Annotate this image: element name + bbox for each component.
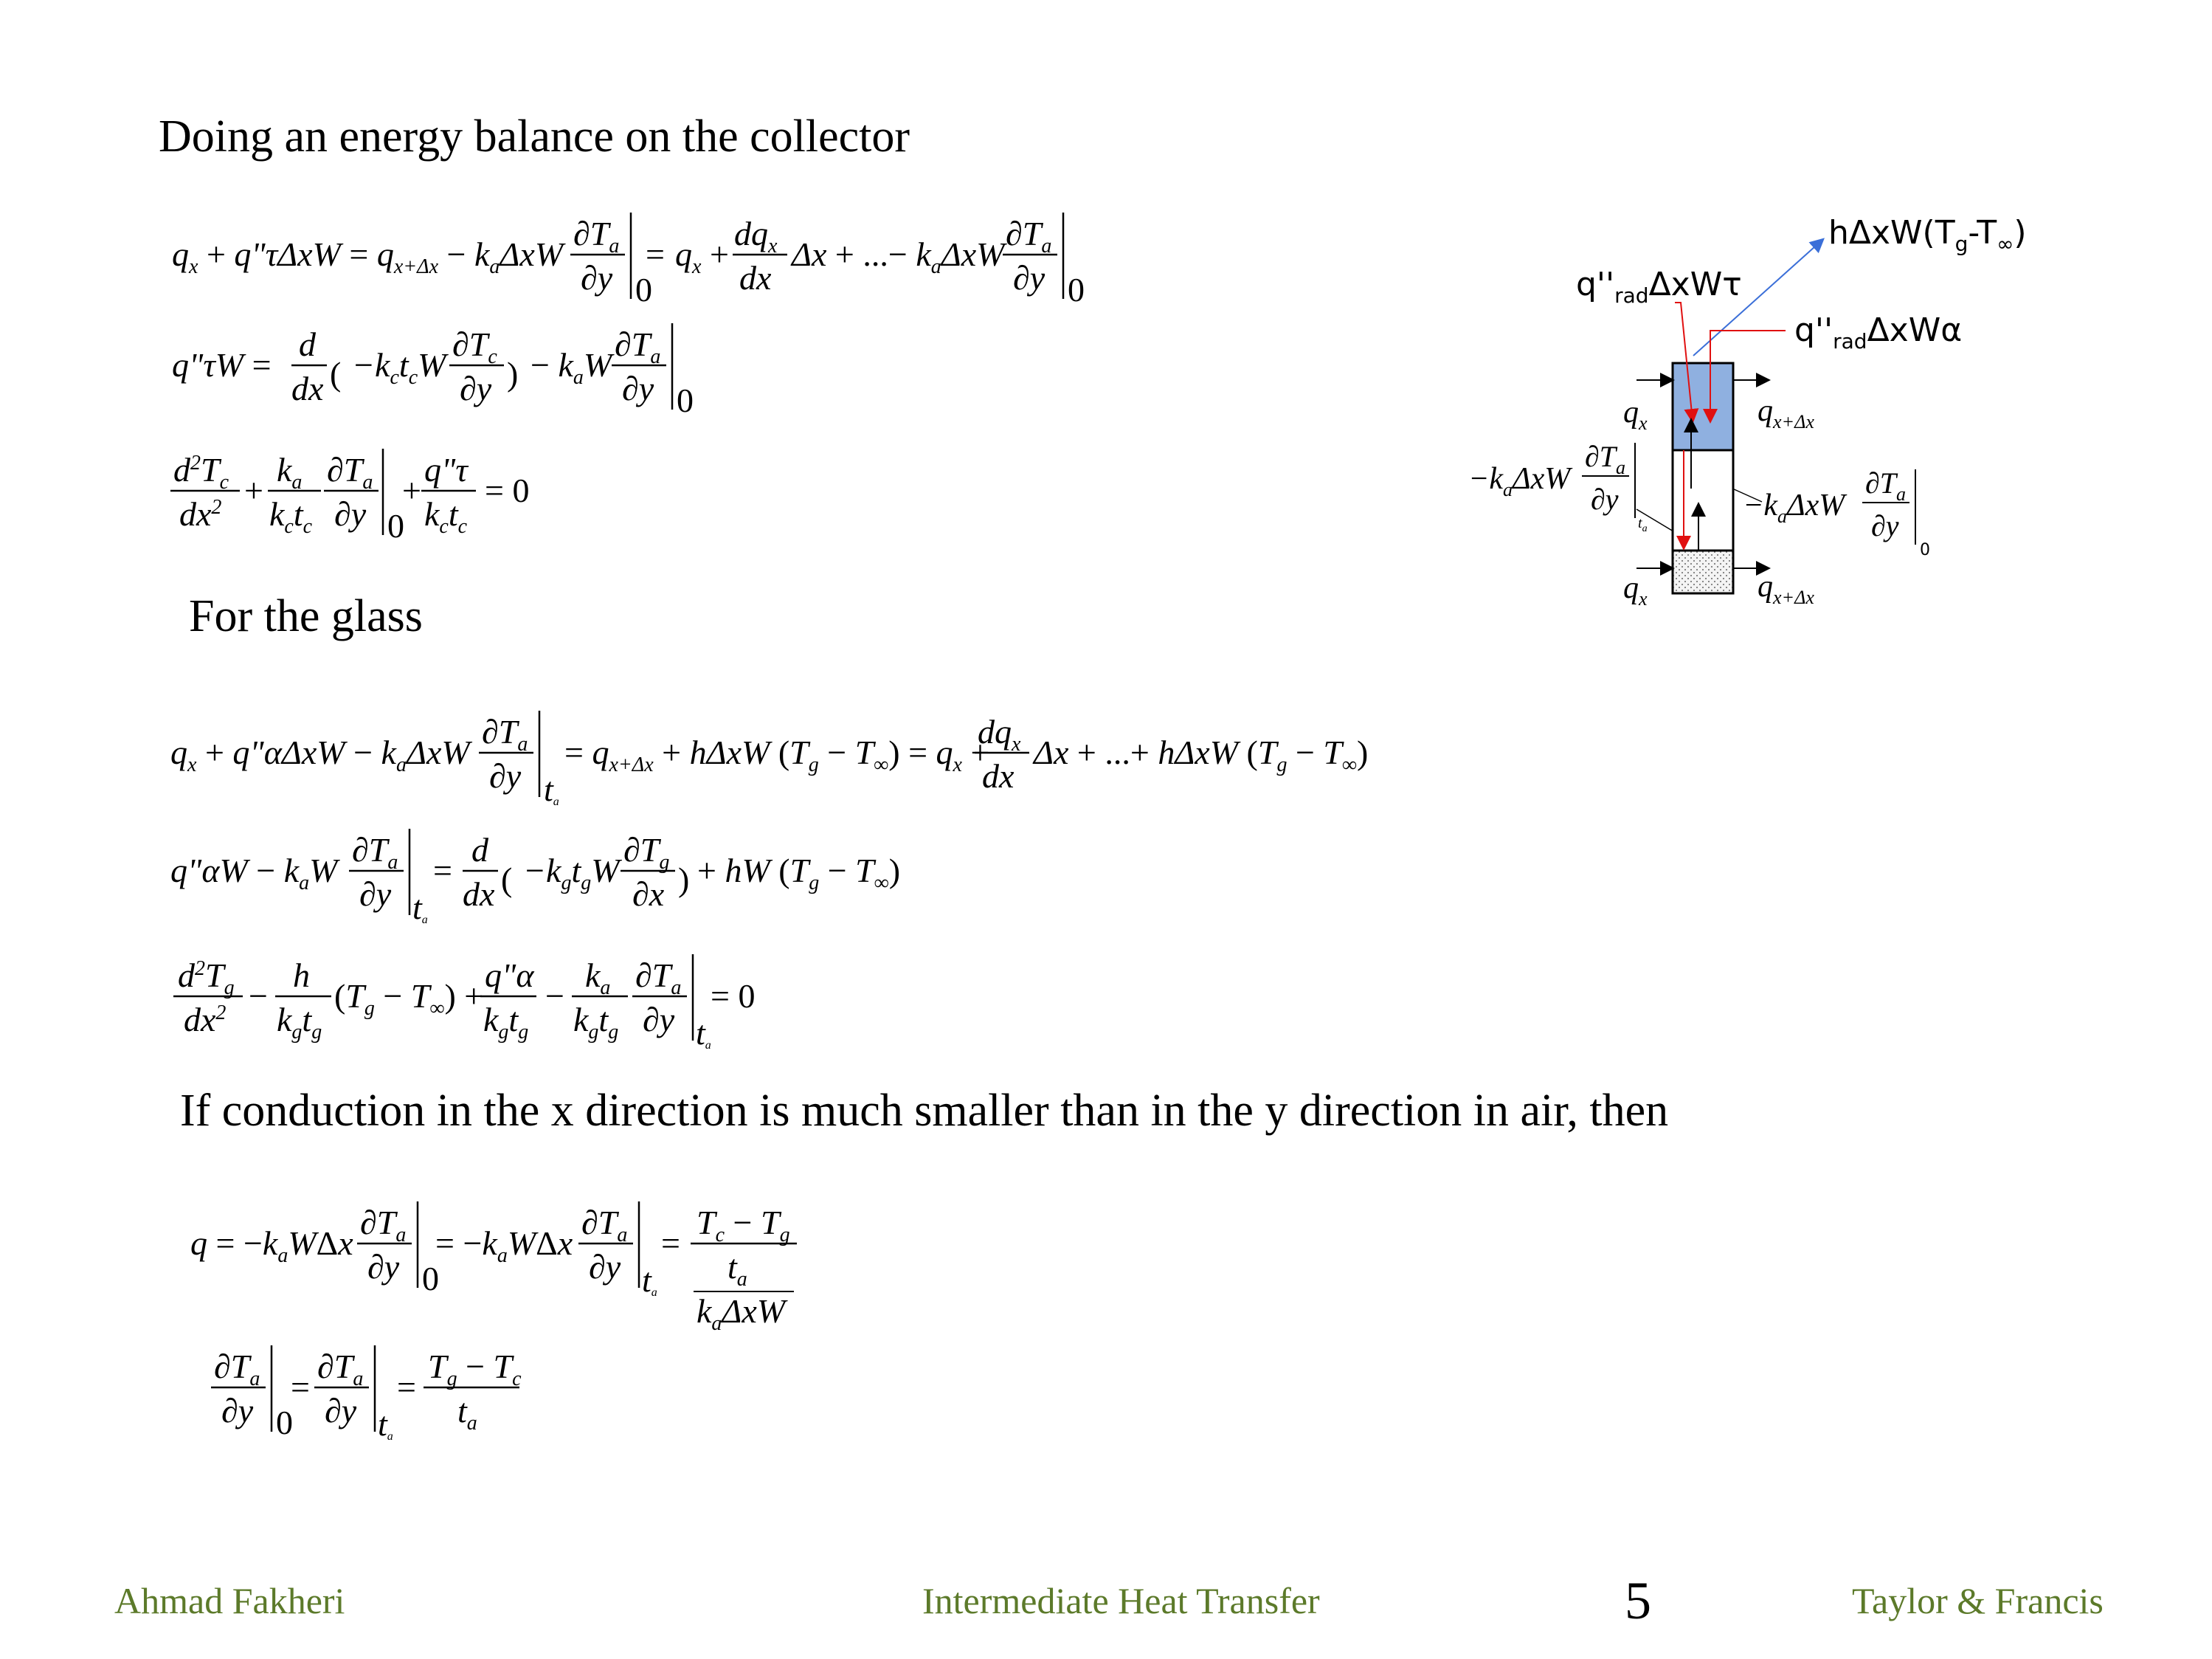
qx-top-label: $q_x$ [1623,396,1648,434]
svg-text:ta: $t_a$ [457,1392,477,1435]
svg-text:∂Ta: $\partial T_a$ [1585,440,1626,478]
svg-text:∂y: ∂y [489,757,522,795]
svg-text:∂Ta: $\partial T_a$ [615,325,661,368]
svg-text:=: = [433,852,452,889]
conduction-left-label [1468,440,1648,534]
svg-text:∂y: ∂y [325,1392,357,1429]
svg-text:kctc: $k_ct_c$ [269,495,313,538]
footer-course: Intermediate Heat Transfer [922,1580,1320,1621]
svg-text:∂y: ∂y [1591,483,1619,516]
heading-glass: For the glass [189,591,423,641]
svg-text:dx: dx [739,259,772,297]
svg-text:q"τ: q"τ [424,451,468,489]
svg-text:= 0: = 0 [485,472,530,509]
air-gap-layer [1673,450,1733,551]
svg-text:(Tg − T∞) +: $(T_g - T_\infty)$ + [334,977,484,1020]
equation-glass-3 [166,948,801,1059]
svg-text:∂Tg: $\partial T_g$ [623,831,670,874]
svg-text:qx +: $q_x$ + [675,235,729,278]
svg-text:∂Ta: $\partial T_a$ [581,1204,628,1246]
energy-balance-diagram [1439,199,2066,620]
svg-text:∂Ta: $\partial T_a$ [1006,215,1052,258]
svg-text:q = −kaWΔx: $q = -k_aW\Delta x$ [190,1224,353,1267]
svg-text:=: = [646,235,665,273]
svg-text:= qx+Δx + hΔxW (Tg − T∞) = qx: = $q_{x+\Delta x} + h\Delta xW$ $(T_g - T_\infty) = q_x$ + [564,734,990,776]
qx-bottom-label: $q_x$ [1623,571,1648,610]
conduction-right-label [1743,466,1930,559]
svg-text:): ) [678,860,690,898]
collector-layer [1673,551,1733,593]
svg-text:=: = [397,1368,416,1406]
svg-text:+: + [244,472,263,509]
svg-text:kaΔxW: $k_a\Delta xW$ [697,1292,786,1335]
svg-text:): ) [507,355,519,393]
svg-text:Tg − Tc: $T_g - T_c$ [428,1348,522,1390]
svg-text:∂y: ∂y [643,1001,675,1038]
svg-text:∂Ta: $\partial T_a$ [635,956,682,999]
svg-text:kgtg: $k_gt_g$ [573,1001,619,1044]
heading-collector: Doing an energy balance on the collector [159,111,910,162]
svg-text:Tc − Tg: $T_c - T_g$ [697,1204,790,1246]
rad-tau-label: $q''_{rad}\Delta xW\tau$ [1576,266,1742,308]
svg-text:dx2: $dx^2$ [184,1001,227,1038]
svg-text:∂y: ∂y [589,1248,621,1286]
svg-text:dx: dx [463,875,495,913]
svg-text:ka: $k_a$ [585,956,611,999]
heading-conduction: If conduction in the x direction is much smaller than in the y direction in air, then [180,1086,1669,1136]
equation-glass-2 [166,823,904,934]
svg-text:−: − [249,977,268,1015]
glass-layer [1673,363,1733,450]
svg-text:∂x: ∂x [632,875,665,913]
svg-text:0: 0 [387,507,404,545]
svg-text:∂y: ∂y [334,495,367,533]
svg-text:ta: $t_a$ [727,1248,747,1291]
svg-text:Δx + ...− kaΔxW: Δx + ...− $k_a\Delta xW$ [792,235,1005,278]
equation-conduction-2 [207,1339,546,1450]
svg-text:dx: dx [982,757,1015,795]
footer-publisher: Taylor & Francis [1852,1580,2104,1621]
svg-text:0: 0 [1920,541,1930,559]
svg-text:+ hW (Tg − T∞): + hW $(T_g - T_\infty)$ [697,852,901,894]
svg-text:−kaΔxW: $-k_a\Delta xW$ [1743,489,1845,527]
svg-text:∂Ta: $\partial T_a$ [573,215,620,258]
svg-text:∂Tc: $\partial T_c$ [452,325,497,368]
svg-text:∂y: ∂y [221,1392,254,1429]
svg-text:d2Tc: $d^2T_c$ [173,451,229,494]
rad-alpha-label: $q''_{rad}\Delta xW\alpha$ [1794,311,1963,353]
svg-text:dqx: $dq_x$ [978,713,1021,756]
svg-text:∂Ta: $\partial T_a$ [1865,466,1907,505]
svg-text:q"αW − kaW: q"αW − $k_aW$ [170,852,338,894]
svg-text:d: d [471,831,488,869]
svg-text:(: ( [501,860,513,898]
footer-author: Ahmad Fakheri [114,1580,345,1621]
qxdx-top-label: $q_{x+\Delta x}$ [1757,394,1814,432]
svg-text:ta: ta [544,770,559,808]
svg-text:d: d [299,325,316,363]
svg-text:q"τW =: q"τW = [172,346,272,384]
svg-text:ka: $k_a$ [277,451,303,494]
qxdx-bottom-label: $q_{x+\Delta x}$ [1757,570,1814,608]
svg-text:kgtg: $k_gt_g$ [277,1001,322,1044]
svg-text:− kaW: − $k_aW$ [530,346,612,389]
svg-text:−kgtgW: $-k_gt_gW$ [523,852,620,894]
svg-text:= −kaWΔx: = $-k_aW\Delta x$ [435,1224,573,1267]
equation-collector-2 [166,317,694,428]
svg-text:ta: ta [378,1405,393,1443]
svg-text:h: h [293,956,310,994]
svg-text:ta: $t_a$ [1638,515,1648,534]
equation-collector-1 [166,207,1125,317]
svg-text:=: = [291,1368,310,1406]
svg-text:∂Ta: $\partial T_a$ [317,1348,364,1390]
svg-text:∂Ta: $\partial T_a$ [214,1348,260,1390]
equation-conduction-1 [184,1196,819,1343]
svg-text:dqx: $dq_x$ [734,215,778,258]
svg-text:= 0: = 0 [711,977,756,1015]
svg-text:qx + q"τΔxW = qx+Δx − kaΔxW: $q_x$ + q"τΔxW = $q_{x+\Delta x} - k_a\Delta xW$ [172,235,564,278]
svg-text:=: = [661,1224,680,1262]
svg-text:dx2: $dx^2$ [179,495,222,533]
svg-text:−kctcW: $-k_ct_cW$ [352,346,446,389]
svg-text:kctc: $k_ct_c$ [424,495,468,538]
page-number: 5 [1625,1571,1651,1630]
svg-text:Δx + ...+ hΔxW (Tg − T∞): Δx + ...+ hΔxW $(T_g - T_\infty)$ [1034,734,1369,776]
svg-text:0: 0 [422,1260,439,1297]
svg-text:0: 0 [635,271,652,308]
svg-text:∂y: ∂y [1013,259,1045,297]
svg-text:dx: dx [291,370,324,407]
svg-text:q"α: q"α [485,956,534,994]
svg-text:−kaΔxW: $-k_a\Delta xW$ [1468,462,1571,500]
svg-text:∂y: ∂y [460,370,492,407]
svg-text:ta: ta [696,1014,711,1052]
svg-text:0: 0 [276,1404,293,1441]
svg-text:d2Tg: $d^2T_g$ [178,956,235,999]
svg-text:0: 0 [677,382,694,419]
svg-text:ta: ta [642,1261,657,1299]
equation-glass-1 [166,705,1376,815]
svg-text:ta: ta [412,889,428,926]
svg-text:kgtg: $k_gt_g$ [483,1001,529,1044]
svg-text:(: ( [330,355,342,393]
svg-text:∂y: ∂y [622,370,654,407]
convection-label: $h\Delta xW(T_g-T_\infty)$ [1828,214,2027,256]
svg-text:∂y: ∂y [359,875,392,913]
svg-text:∂y: ∂y [367,1248,400,1286]
equation-collector-3 [166,443,579,553]
svg-text:∂Ta: $\partial T_a$ [327,451,373,494]
svg-text:qx + q"αΔxW − kaΔxW: $q_x$ + q"αΔxW − $k_a\Delta xW$ [170,734,470,776]
svg-text:−: − [545,977,564,1015]
svg-text:∂Ta: $\partial T_a$ [482,713,528,756]
svg-text:∂Ta: $\partial T_a$ [352,831,398,874]
svg-text:∂y: ∂y [1871,509,1899,542]
svg-text:0: 0 [1068,271,1085,308]
svg-text:+: + [402,472,421,509]
svg-text:∂y: ∂y [581,259,613,297]
svg-text:∂Ta: $\partial T_a$ [360,1204,407,1246]
